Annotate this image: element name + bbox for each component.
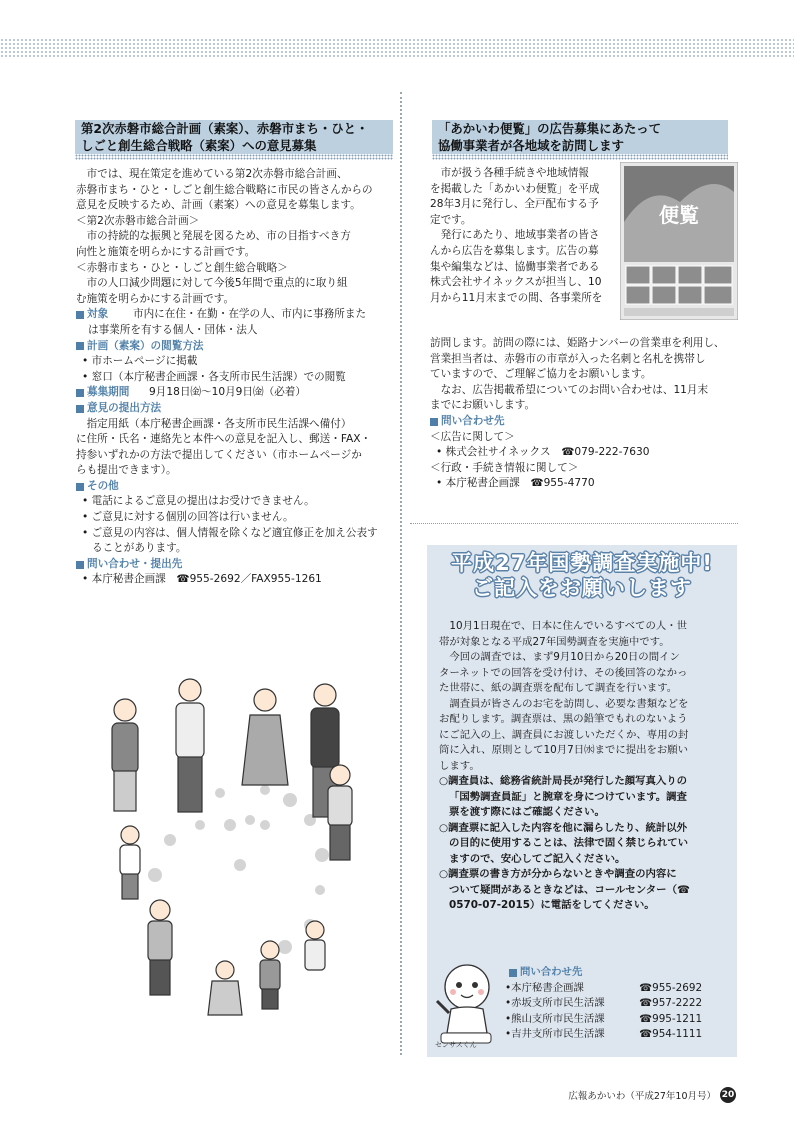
page-footer bbox=[568, 1087, 736, 1103]
mascot-label: センサスくん bbox=[435, 1041, 477, 1049]
census-box bbox=[427, 545, 737, 1057]
period-row: 募集期間 9月18日㈮～10月9日㈮（必着） bbox=[76, 385, 394, 401]
family-ring-illustration bbox=[90, 675, 390, 1055]
census-body: 10月1日現在で、日本に住んでいるすべての人・世 帯が対象となる平成27年国勢調査を実施中です。 今回の調査では、まず9月10日から20日の間イン ターネットでの回答を受け付け、その後回答のなかっ た世帯に、紙の調査票を配布して調査を行います。 調査員が皆さんのお宅を訪問し、必要な書類などを お配りします。調査票は、黒の鉛筆でもれのないよう にご記入の上、調査員にお渡しいただくか、専用の封 筒に入れ、原則として10月7日㈬までに提出をお願い します。 ○調査員は、総務省統計局長が発行した顔写真入りの 「国勢調査員証」と腕章を身につけています。調査 票を渡す際にはご確認ください。 ○調査票に記入した内容を他に漏らしたり、統計以外 の目的に使用することは、法律で固く禁じられてい ますので、安心してご記入ください。 ○調査票の書き方が分からないときや調査の内容に ついて疑問があるときなどは、コールセンター（☎ 0570-07-2015）に電話をしてください。 bbox=[439, 619, 731, 914]
square-bullet-icon bbox=[509, 969, 517, 977]
footer-text: 広報あかいわ（平成27年10月号） bbox=[568, 1091, 716, 1102]
column-divider bbox=[400, 92, 402, 1055]
section-divider bbox=[410, 523, 738, 524]
census-mascot-image bbox=[431, 961, 501, 1047]
census-contact-row: • 赤坂支所市民生活課 ☎957-2222 bbox=[505, 997, 703, 1009]
census-contact-row: • 吉井支所市民生活課 ☎954-1111 bbox=[505, 1028, 703, 1040]
intro-paragraph: 市では、現在策定を進めている第2次赤磐市総合計画、 赤磐市まち・ひと・しごと創生総合戦略に市民の皆さんからの 意見を反映するため、計画（素案）への意見を募集します。 bbox=[76, 168, 373, 212]
left-heading-line1: 第2次赤磐市総合計画（素案）、赤磐市まち・ひと・ bbox=[81, 121, 369, 136]
census-contact-row: • 本庁秘書企画課 ☎955-2692 bbox=[505, 981, 703, 994]
target-row: 対象 市内に在住・在勤・在学の人、市内に事務所また bbox=[76, 307, 394, 323]
census-contact-row: • 熊山支所市民生活課 ☎995-1211 bbox=[505, 1012, 703, 1025]
right-column-full: 訪問します。訪問の際には、姫路ナンバーの営業車を利用し、 営業担当者は、赤磐市の市章が入った名刺と名札を携帯し ていますので、ご理解ご協力をお願いします。 なお、広告掲載希望についてのお問い合わせは、11月末 までにお願いします。 問い合わせ先 ＜広告に関して＞ • 株式会社サイネックス ☎079-222-7630 ＜行政・手続き情報に関して＞ • 本庁秘書企画課 ☎955-4770 bbox=[430, 336, 740, 492]
square-bullet-icon bbox=[76, 389, 84, 397]
square-bullet-icon bbox=[76, 483, 84, 491]
plan2-title: ＜赤磐市まち・ひと・しごと創生総合戦略＞ bbox=[76, 261, 288, 274]
census-contact-label: 問い合わせ先 bbox=[509, 965, 702, 981]
svg-text:便覧: 便覧 bbox=[659, 203, 699, 227]
left-heading-line2: しごと創生総合戦略（素案）への意見募集 bbox=[81, 138, 317, 153]
left-column: 市では、現在策定を進めている第2次赤磐市総合計画、 赤磐市まち・ひと・しごと創生総合戦略に市民の皆さんからの 意見を反映するため、計画（素案）への意見を募集します。 ＜第2次赤磐市総合計画＞ 市の持続的な振興と発展を図るため、市の目指すべき方 向性と施策を明らかにする計画です。 ＜赤磐市まち・ひと・しごと創生総合戦略＞ 市の人口減少問題に対して今後5年間で重点的に取り組 む施策を明らかにする計画です。 対象 市内に在住・在勤・在学の人、市内に事務所また は事業所を有する個人・団体・法人 計画（素案）の閲覧方法 • 市ホームページに掲載 • 窓口（本庁秘書企画課・各支所市民生活課）での閲覧 募集期間 9月18日㈮～10月9日㈮（必着） 意見の提出方法 指定用紙（本庁秘書企画課・各支所市民生活課へ備付） に住所・氏名・連絡先と本件への意見を記入し、郵送・FAX・ 持参いずれかの方法で提出してください（市ホームページか らも提出できます）。 その他 • 電話によるご意見の提出はお受けできません。 • ご意見に対する個別の回答は行いません。 • ご意見の内容は、個人情報を除くなど適宜修正を加え公表することがあります。 問い合わせ・提出先 • 本庁秘書企画課 ☎955-2692／FAX955-1261 bbox=[76, 167, 394, 588]
census-title: 平成27年国勢調査実施中! ご記入をお願いします bbox=[451, 551, 713, 600]
right-column-wrap: 市が扱う各種手続きや地域情報 を掲載した「あかいわ便覧」を平成 28年3月に発行し、全戸配布する予 定です。 発行にあたり、地域事業者の皆さ んから広告を募集します。広告の募 集や編集などは、協働事業者である 株式会社サイネックスが担当し、10 月から11月末までの間、各事業所を bbox=[430, 167, 603, 304]
plan1-title: ＜第2次赤磐市総合計画＞ bbox=[76, 214, 200, 227]
page-number: 20 bbox=[720, 1087, 736, 1103]
square-bullet-icon bbox=[76, 342, 84, 350]
right-heading bbox=[432, 120, 728, 160]
census-notes: ○調査員は、総務省統計局長が発行した顔写真入りの 「国勢調査員証」と腕章を身につけています。調査 票を渡す際にはご確認ください。 ○調査票に記入した内容を他に漏らしたり、統計以外 の目的に使用することは、法律で固く禁じられてい ますので、安心してご記入ください。 ○調査票の書き方が分からないときや調査の内容に ついて疑問があるときなどは、コールセンター（☎ 0570-07-2015）に電話をしてください。 bbox=[439, 775, 690, 911]
right-heading-line1: 「あかいわ便覧」の広告募集にあたって bbox=[438, 121, 662, 136]
view-method-label: 計画（素案）の閲覧方法 bbox=[76, 339, 394, 355]
left-contact-label: 問い合わせ・提出先 bbox=[76, 557, 394, 573]
admin-contact-title: ＜行政・手続き情報に関して＞ bbox=[430, 461, 579, 474]
census-contacts bbox=[505, 965, 702, 1043]
square-bullet-icon bbox=[76, 311, 84, 319]
right-heading-line2: 協働事業者が各地域を訪問します bbox=[438, 138, 624, 153]
left-heading bbox=[75, 120, 393, 160]
ad-contact-title: ＜広告に関して＞ bbox=[430, 430, 515, 443]
left-heading-strip bbox=[75, 154, 393, 160]
right-heading-strip bbox=[432, 154, 728, 160]
right-contact-label: 問い合わせ先 bbox=[430, 414, 740, 430]
handbook-cover-image bbox=[620, 162, 738, 320]
square-bullet-icon bbox=[76, 405, 84, 413]
square-bullet-icon bbox=[76, 561, 84, 569]
other-label: その他 bbox=[76, 479, 394, 495]
top-dot-band bbox=[0, 38, 794, 58]
submit-method-label: 意見の提出方法 bbox=[76, 401, 394, 417]
square-bullet-icon bbox=[430, 418, 438, 426]
